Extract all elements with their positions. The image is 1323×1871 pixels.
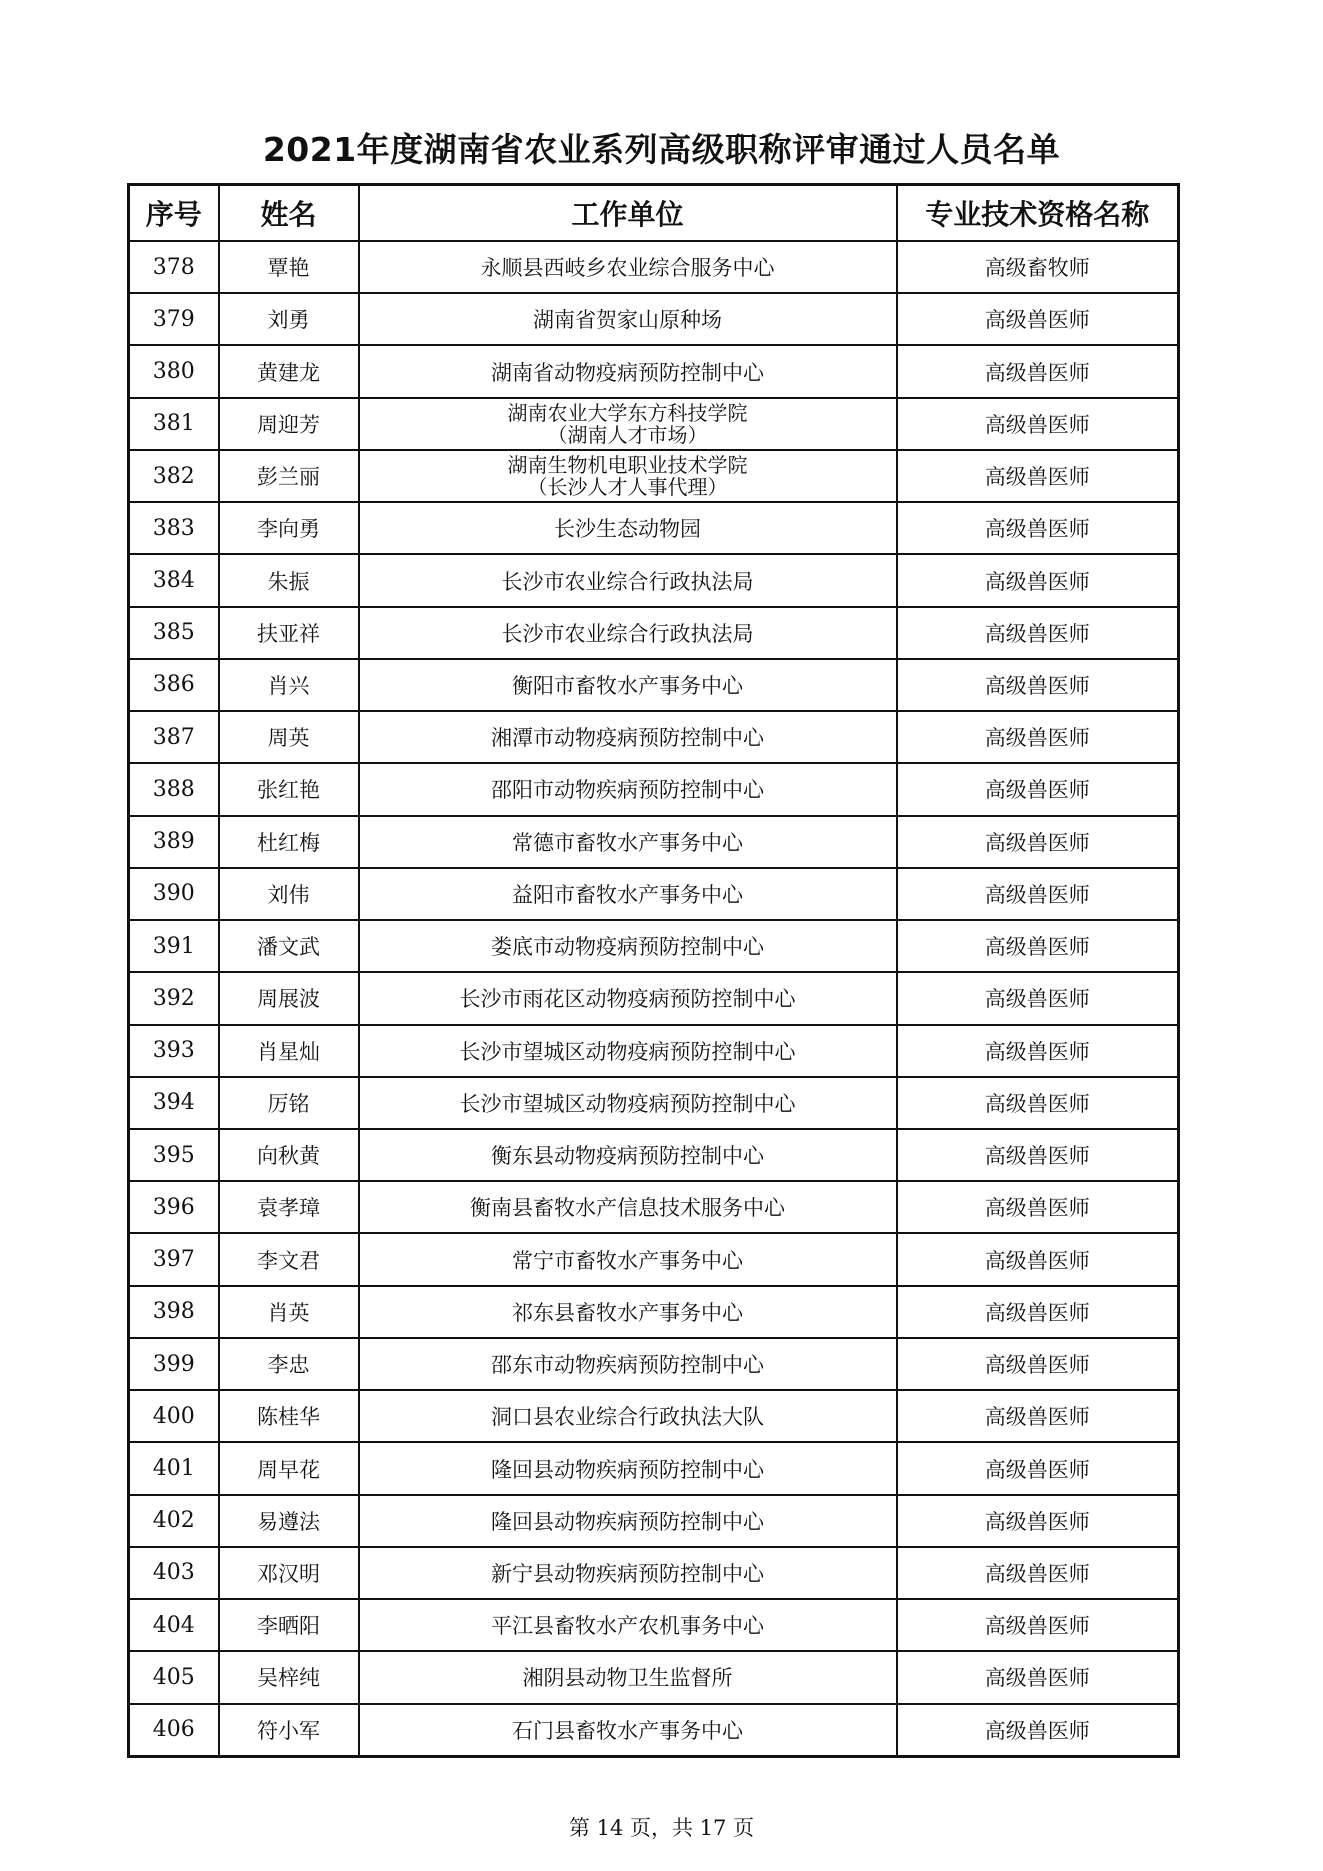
cell-seq: 403 bbox=[129, 1547, 219, 1599]
cell-unit bbox=[359, 1547, 897, 1599]
page-footer: 第 14 页，共 17 页 bbox=[568, 1816, 755, 1840]
cell-unit bbox=[359, 293, 897, 345]
cell-unit bbox=[359, 1704, 897, 1757]
unit-line: 常宁市畜牧水产事务中心 bbox=[512, 1248, 743, 1273]
table-row bbox=[129, 1233, 1179, 1285]
table-row bbox=[129, 1338, 1179, 1390]
cell-name: 彭兰丽 bbox=[219, 450, 359, 502]
table-row bbox=[129, 1599, 1179, 1651]
cell-name: 易遵法 bbox=[219, 1495, 359, 1547]
cell-name: 厉铭 bbox=[219, 1077, 359, 1129]
cell-seq: 399 bbox=[129, 1338, 219, 1390]
unit-line: 隆回县动物疾病预防控制中心 bbox=[491, 1457, 764, 1482]
cell-unit bbox=[359, 1442, 897, 1494]
cell-name: 潘文武 bbox=[219, 920, 359, 972]
cell-qualification: 高级兽医师 bbox=[897, 450, 1179, 502]
cell-seq: 406 bbox=[129, 1704, 219, 1757]
unit-line: 长沙市农业综合行政执法局 bbox=[501, 621, 754, 646]
table-row bbox=[129, 763, 1179, 815]
cell-unit bbox=[359, 920, 897, 972]
personnel-table bbox=[127, 183, 1180, 1758]
cell-qualification: 高级兽医师 bbox=[897, 1338, 1179, 1390]
unit-line: （长沙人才人事代理） bbox=[527, 475, 728, 500]
cell-name: 杜红梅 bbox=[219, 816, 359, 868]
cell-name: 周展波 bbox=[219, 972, 359, 1024]
cell-unit bbox=[359, 972, 897, 1024]
cell-seq: 384 bbox=[129, 554, 219, 606]
cell-name: 李向勇 bbox=[219, 502, 359, 554]
cell-qualification: 高级兽医师 bbox=[897, 293, 1179, 345]
cell-unit bbox=[359, 816, 897, 868]
cell-unit bbox=[359, 1286, 897, 1338]
cell-unit bbox=[359, 763, 897, 815]
table-row bbox=[129, 1286, 1179, 1338]
cell-seq: 401 bbox=[129, 1442, 219, 1494]
cell-name: 邓汉明 bbox=[219, 1547, 359, 1599]
unit-line: 娄底市动物疫病预防控制中心 bbox=[491, 935, 764, 960]
table-row bbox=[129, 972, 1179, 1024]
table-row bbox=[129, 920, 1179, 972]
unit-line: 衡东县动物疫病预防控制中心 bbox=[491, 1144, 764, 1169]
cell-seq: 404 bbox=[129, 1599, 219, 1651]
unit-line: 湖南农业大学东方科技学院 bbox=[507, 400, 748, 425]
cell-name: 李晒阳 bbox=[219, 1599, 359, 1651]
cell-seq: 390 bbox=[129, 868, 219, 920]
table-row bbox=[129, 1442, 1179, 1494]
table-row bbox=[129, 816, 1179, 868]
cell-qualification: 高级兽医师 bbox=[897, 607, 1179, 659]
cell-seq: 389 bbox=[129, 816, 219, 868]
cell-unit bbox=[359, 1495, 897, 1547]
unit-line: 长沙市雨花区动物疫病预防控制中心 bbox=[459, 987, 796, 1012]
cell-qualification: 高级兽医师 bbox=[897, 972, 1179, 1024]
unit-line: 长沙市农业综合行政执法局 bbox=[501, 569, 754, 594]
cell-unit bbox=[359, 502, 897, 554]
cell-seq: 381 bbox=[129, 398, 219, 450]
unit-line: 长沙生态动物园 bbox=[554, 517, 701, 542]
unit-line: 湘潭市动物疫病预防控制中心 bbox=[491, 726, 764, 751]
cell-qualification: 高级兽医师 bbox=[897, 1390, 1179, 1442]
unit-line: 湘阴县动物卫生监督所 bbox=[522, 1666, 733, 1691]
cell-qualification: 高级兽医师 bbox=[897, 1077, 1179, 1129]
unit-line: 邵东市动物疾病预防控制中心 bbox=[491, 1353, 764, 1378]
cell-seq: 393 bbox=[129, 1025, 219, 1077]
cell-name: 向秋黄 bbox=[219, 1129, 359, 1181]
cell-qualification: 高级兽医师 bbox=[897, 345, 1179, 397]
cell-qualification: 高级兽医师 bbox=[897, 1233, 1179, 1285]
cell-unit bbox=[359, 659, 897, 711]
unit-line: 长沙市望城区动物疫病预防控制中心 bbox=[459, 1039, 796, 1064]
table-row bbox=[129, 868, 1179, 920]
table-row bbox=[129, 1495, 1179, 1547]
cell-name: 吴梓纯 bbox=[219, 1651, 359, 1703]
unit-line: 平江县畜牧水产农机事务中心 bbox=[491, 1614, 764, 1639]
cell-qualification: 高级兽医师 bbox=[897, 920, 1179, 972]
unit-line: 新宁县动物疾病预防控制中心 bbox=[491, 1561, 764, 1586]
cell-qualification: 高级兽医师 bbox=[897, 868, 1179, 920]
cell-seq: 385 bbox=[129, 607, 219, 659]
unit-line: 衡南县畜牧水产信息技术服务中心 bbox=[470, 1196, 785, 1221]
cell-qualification: 高级兽医师 bbox=[897, 1651, 1179, 1703]
table-row bbox=[129, 293, 1179, 345]
cell-seq: 388 bbox=[129, 763, 219, 815]
cell-qualification: 高级兽医师 bbox=[897, 1599, 1179, 1651]
unit-line: （湖南人才市场） bbox=[547, 422, 708, 447]
cell-seq: 386 bbox=[129, 659, 219, 711]
cell-seq: 387 bbox=[129, 711, 219, 763]
unit-line: 祁东县畜牧水产事务中心 bbox=[512, 1300, 743, 1325]
table-row bbox=[129, 398, 1179, 450]
unit-line: 益阳市畜牧水产事务中心 bbox=[512, 882, 743, 907]
cell-qualification: 高级兽医师 bbox=[897, 1181, 1179, 1233]
cell-unit bbox=[359, 1390, 897, 1442]
cell-seq: 397 bbox=[129, 1233, 219, 1285]
table-row bbox=[129, 1181, 1179, 1233]
cell-seq: 379 bbox=[129, 293, 219, 345]
cell-unit bbox=[359, 345, 897, 397]
table-row bbox=[129, 1547, 1179, 1599]
table-row bbox=[129, 450, 1179, 502]
cell-name: 肖英 bbox=[219, 1286, 359, 1338]
cell-qualification: 高级兽医师 bbox=[897, 711, 1179, 763]
cell-seq: 400 bbox=[129, 1390, 219, 1442]
table-body bbox=[129, 241, 1179, 1757]
cell-name: 张红艳 bbox=[219, 763, 359, 815]
cell-qualification: 高级兽医师 bbox=[897, 1129, 1179, 1181]
cell-name: 袁孝璋 bbox=[219, 1181, 359, 1233]
unit-line: 邵阳市动物疾病预防控制中心 bbox=[491, 778, 764, 803]
header-seq: 序号 bbox=[129, 185, 219, 242]
cell-name: 黄建龙 bbox=[219, 345, 359, 397]
cell-unit bbox=[359, 1181, 897, 1233]
header-name: 姓名 bbox=[219, 185, 359, 242]
cell-name: 周迎芳 bbox=[219, 398, 359, 450]
cell-name: 刘伟 bbox=[219, 868, 359, 920]
cell-qualification: 高级兽医师 bbox=[897, 1286, 1179, 1338]
cell-qualification: 高级兽医师 bbox=[897, 816, 1179, 868]
cell-name: 周早花 bbox=[219, 1442, 359, 1494]
cell-name: 刘勇 bbox=[219, 293, 359, 345]
cell-name: 扶亚祥 bbox=[219, 607, 359, 659]
unit-line: 永顺县西岐乡农业综合服务中心 bbox=[480, 256, 775, 281]
cell-unit bbox=[359, 450, 897, 502]
cell-unit bbox=[359, 1233, 897, 1285]
cell-unit bbox=[359, 1025, 897, 1077]
cell-unit bbox=[359, 868, 897, 920]
cell-name: 覃艳 bbox=[219, 241, 359, 293]
cell-unit bbox=[359, 1129, 897, 1181]
header-unit: 工作单位 bbox=[359, 185, 897, 242]
cell-qualification: 高级兽医师 bbox=[897, 1495, 1179, 1547]
table-row bbox=[129, 554, 1179, 606]
unit-line: 长沙市望城区动物疫病预防控制中心 bbox=[459, 1091, 796, 1116]
cell-unit bbox=[359, 1599, 897, 1651]
cell-seq: 396 bbox=[129, 1181, 219, 1233]
cell-name: 符小军 bbox=[219, 1704, 359, 1757]
cell-qualification: 高级兽医师 bbox=[897, 1704, 1179, 1757]
table-row bbox=[129, 1704, 1179, 1757]
cell-seq: 391 bbox=[129, 920, 219, 972]
cell-unit bbox=[359, 1077, 897, 1129]
cell-unit bbox=[359, 241, 897, 293]
table-row bbox=[129, 345, 1179, 397]
table-row bbox=[129, 607, 1179, 659]
cell-unit bbox=[359, 398, 897, 450]
cell-name: 陈桂华 bbox=[219, 1390, 359, 1442]
cell-qualification: 高级畜牧师 bbox=[897, 241, 1179, 293]
cell-seq: 378 bbox=[129, 241, 219, 293]
unit-line: 常德市畜牧水产事务中心 bbox=[512, 830, 743, 855]
cell-name: 肖兴 bbox=[219, 659, 359, 711]
table-row bbox=[129, 1077, 1179, 1129]
cell-qualification: 高级兽医师 bbox=[897, 1025, 1179, 1077]
cell-qualification: 高级兽医师 bbox=[897, 554, 1179, 606]
cell-qualification: 高级兽医师 bbox=[897, 763, 1179, 815]
cell-seq: 395 bbox=[129, 1129, 219, 1181]
unit-line: 洞口县农业综合行政执法大队 bbox=[491, 1405, 764, 1430]
cell-name: 李文君 bbox=[219, 1233, 359, 1285]
cell-qualification: 高级兽医师 bbox=[897, 1547, 1179, 1599]
cell-name: 肖星灿 bbox=[219, 1025, 359, 1077]
header-qualification: 专业技术资格名称 bbox=[897, 185, 1179, 242]
cell-name: 李忠 bbox=[219, 1338, 359, 1390]
table-row bbox=[129, 1129, 1179, 1181]
cell-name: 朱振 bbox=[219, 554, 359, 606]
cell-seq: 392 bbox=[129, 972, 219, 1024]
cell-qualification: 高级兽医师 bbox=[897, 1442, 1179, 1494]
cell-unit bbox=[359, 711, 897, 763]
unit-line: 衡阳市畜牧水产事务中心 bbox=[512, 673, 743, 698]
cell-unit bbox=[359, 607, 897, 659]
cell-unit bbox=[359, 1338, 897, 1390]
table-row bbox=[129, 659, 1179, 711]
unit-line: 石门县畜牧水产事务中心 bbox=[512, 1718, 743, 1743]
unit-line: 湖南省贺家山原种场 bbox=[533, 308, 722, 333]
cell-unit bbox=[359, 554, 897, 606]
cell-seq: 398 bbox=[129, 1286, 219, 1338]
cell-qualification: 高级兽医师 bbox=[897, 398, 1179, 450]
table-row bbox=[129, 1390, 1179, 1442]
cell-seq: 383 bbox=[129, 502, 219, 554]
cell-seq: 394 bbox=[129, 1077, 219, 1129]
cell-name: 周英 bbox=[219, 711, 359, 763]
unit-line: 湖南生物机电职业技术学院 bbox=[507, 453, 748, 478]
table-row bbox=[129, 1651, 1179, 1703]
document-title: 2021年度湖南省农业系列高级职称评审通过人员名单 bbox=[262, 130, 1061, 169]
cell-qualification: 高级兽医师 bbox=[897, 659, 1179, 711]
cell-seq: 402 bbox=[129, 1495, 219, 1547]
table-row bbox=[129, 711, 1179, 763]
table-header-row bbox=[129, 185, 1179, 242]
unit-line: 隆回县动物疾病预防控制中心 bbox=[491, 1509, 764, 1534]
cell-seq: 382 bbox=[129, 450, 219, 502]
cell-unit bbox=[359, 1651, 897, 1703]
cell-seq: 380 bbox=[129, 345, 219, 397]
table-row bbox=[129, 1025, 1179, 1077]
table-row bbox=[129, 241, 1179, 293]
cell-qualification: 高级兽医师 bbox=[897, 502, 1179, 554]
unit-line: 湖南省动物疫病预防控制中心 bbox=[491, 360, 764, 385]
cell-seq: 405 bbox=[129, 1651, 219, 1703]
table-row bbox=[129, 502, 1179, 554]
